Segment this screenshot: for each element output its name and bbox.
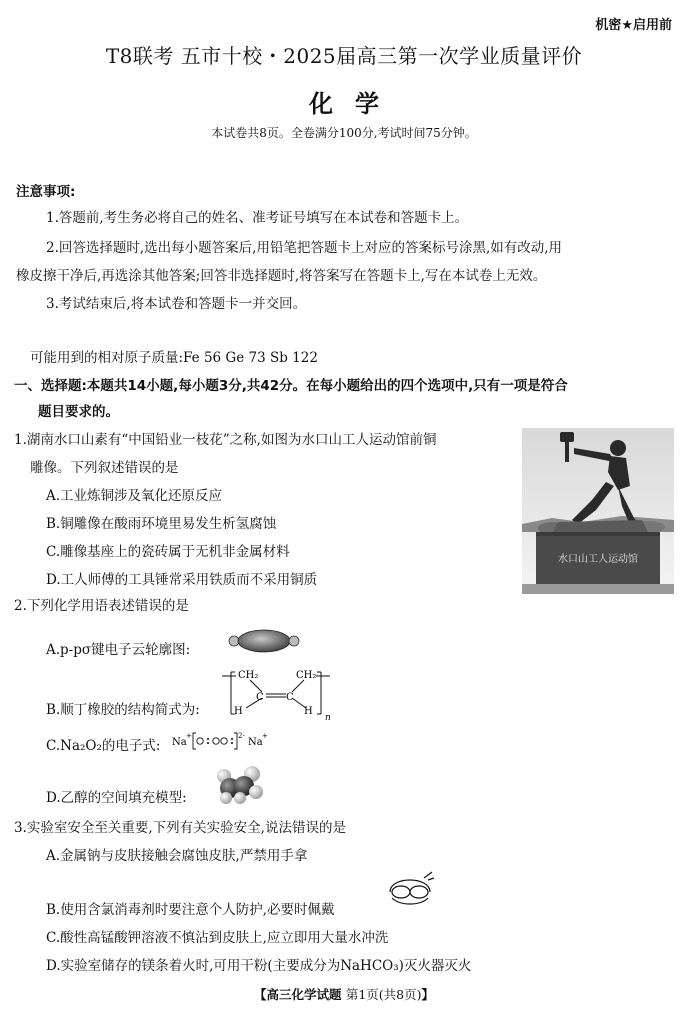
svg-text:Na: Na bbox=[172, 737, 187, 748]
notice-item: 橡皮擦干净后,再选涂其他答案;回答非选择题时,将答案写在答题卡上,写在本试卷上无效。 bbox=[16, 268, 547, 284]
section-heading: 一、选择题:本题共14小题,每小题3分,共42分。在每小题给出的四个选项中,只有一项是符合 bbox=[14, 378, 568, 394]
notice-item: 1.答题前,考生务必将自己的姓名、准考证号填写在本试卷和答题卡上。 bbox=[46, 210, 469, 226]
exam-info: 本试卷共8页。全卷满分100分,考试时间75分钟。 bbox=[211, 126, 477, 140]
q1-option-d: D.工人师傅的工具锤常采用铁质而不采用铜质 bbox=[46, 572, 318, 588]
q2-option-b: B.顺丁橡胶的结构简式为: bbox=[46, 702, 200, 718]
statue-photo bbox=[522, 428, 674, 594]
svg-text:Na: Na bbox=[248, 737, 263, 748]
ethanol-space-filling-model bbox=[212, 764, 266, 804]
q2-option-c: C.Na₂O₂的电子式: bbox=[46, 738, 161, 754]
svg-text:2-: 2- bbox=[238, 732, 245, 740]
subject-title: 化学 bbox=[309, 89, 401, 118]
q2-option-a: A.p-pσ键电子云轮廓图: bbox=[46, 642, 191, 658]
q3-option-a: A.金属钠与皮肤接触会腐蚀皮肤,严禁用手拿 bbox=[46, 848, 308, 864]
notice-item: 2.回答选择题时,选出每小题答案后,用铅笔把答题卡上对应的答案标号涂黑,如有改动,用 bbox=[46, 240, 563, 256]
q3-option-b: B.使用含氯消毒剂时要注意个人防护,必要时佩戴 bbox=[46, 902, 335, 918]
page-footer bbox=[0, 985, 688, 1003]
struct-h-right: H bbox=[304, 706, 313, 717]
exam-title: T8联考 五市十校・2025届高三第一次学业质量评价 bbox=[105, 44, 583, 68]
question-2-stem: 2.下列化学用语表述错误的是 bbox=[14, 598, 189, 614]
q1-option-b: B.铜雕像在酸雨环境里易发生析氢腐蚀 bbox=[46, 516, 277, 532]
struct-c-right: C bbox=[286, 692, 294, 703]
struct-h-left: H bbox=[234, 706, 243, 717]
p-p-sigma-orbital-icon bbox=[228, 628, 300, 654]
q3-option-d: D.实验室储存的镁条着火时,可用干粉(主要成分为NaHCO₃)灭火器灭火 bbox=[46, 958, 472, 974]
footer-right: 】 bbox=[421, 987, 435, 1002]
svg-text:+: + bbox=[186, 732, 192, 740]
goggles-safety-icon bbox=[384, 868, 436, 908]
page-number: 第1页(共8页) bbox=[345, 987, 422, 1002]
q2-option-d: D.乙醇的空间填充模型: bbox=[46, 790, 187, 806]
confidential-label: 机密★启用前 bbox=[595, 18, 672, 33]
struct-c-left: C bbox=[256, 692, 264, 703]
struct-ch2-right: CH₂ bbox=[296, 670, 317, 681]
cis-polybutadiene-structure bbox=[222, 664, 346, 722]
q1-option-a: A.工业炼铜涉及氧化还原反应 bbox=[46, 488, 223, 504]
plaque-text: 水口山工人运动馆 bbox=[558, 554, 638, 565]
struct-ch2-left: CH₂ bbox=[238, 670, 259, 681]
footer-left: 【高三化学试题 bbox=[253, 987, 342, 1002]
question-1-stem-cont: 雕像。下列叙述错误的是 bbox=[30, 460, 179, 476]
question-3-stem: 3.实验室安全至关重要,下列有关实验安全,说法错误的是 bbox=[14, 820, 346, 836]
q3-option-c: C.酸性高锰酸钾溶液不慎沾到皮肤上,应立即用大量水冲洗 bbox=[46, 930, 389, 946]
notice-item: 3.考试结束后,将本试卷和答题卡一并交回。 bbox=[46, 296, 307, 312]
struct-n: n bbox=[325, 713, 331, 722]
question-1-stem: 1.湖南水口山素有“中国铅业一枝花”之称,如图为水口山工人运动馆前铜 bbox=[14, 432, 437, 448]
atomic-masses: 可能用到的相对原子质量:Fe 56 Ge 73 Sb 122 bbox=[30, 350, 318, 366]
svg-text:+: + bbox=[262, 732, 268, 740]
q1-option-c: C.雕像基座上的瓷砖属于无机非金属材料 bbox=[46, 544, 290, 560]
notice-heading: 注意事项: bbox=[16, 184, 76, 200]
na2o2-electron-dot bbox=[172, 730, 272, 752]
section-heading-cont: 题目要求的。 bbox=[38, 404, 119, 420]
